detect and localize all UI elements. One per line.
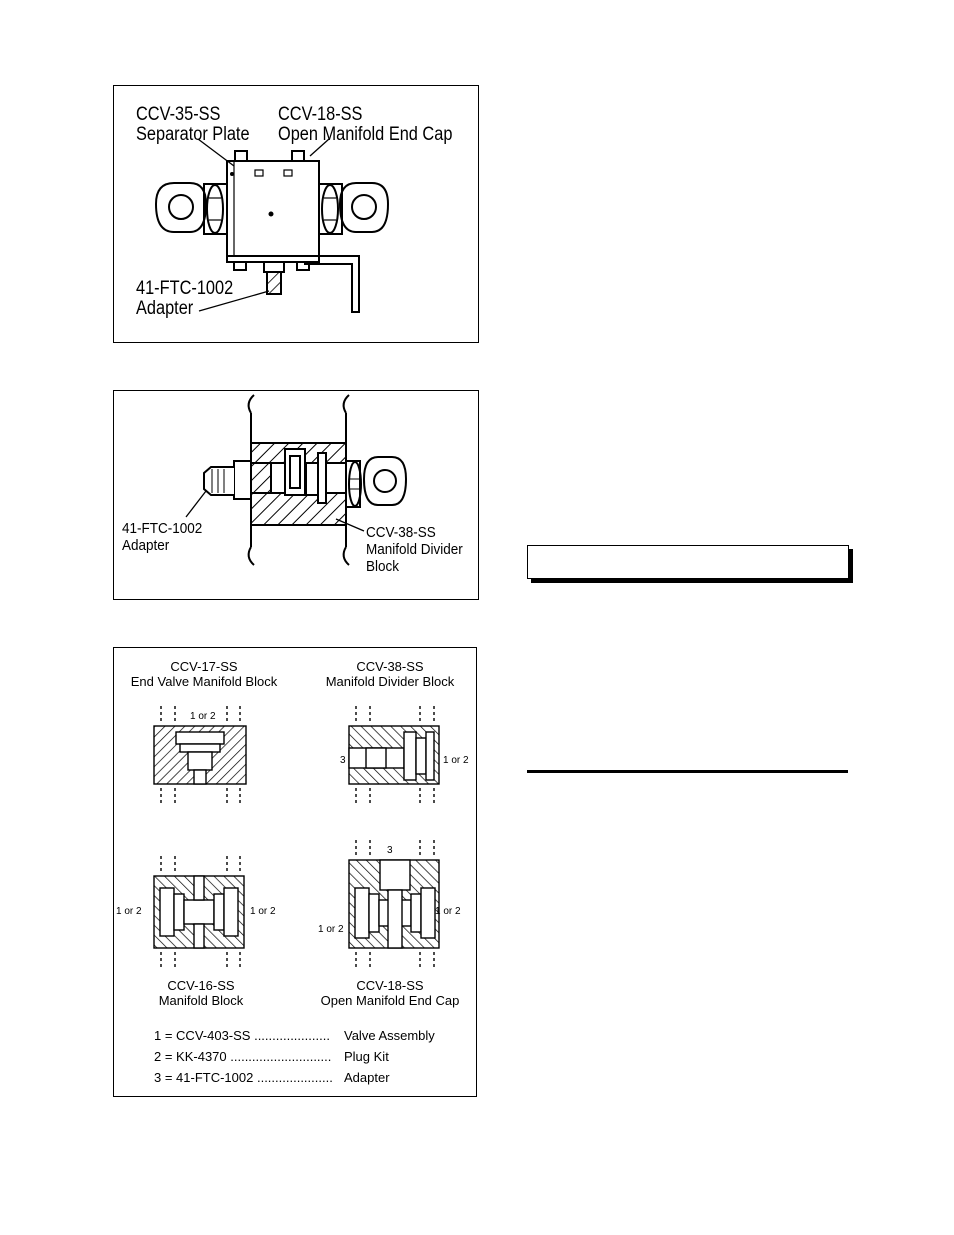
label-block: Block	[366, 558, 400, 575]
title-ccv-38-ss: CCV-38-SS	[356, 659, 424, 674]
title-ccv-18-ss: CCV-18-SS	[356, 978, 424, 993]
port-label: 1 or 2	[435, 906, 461, 917]
title-open-manifold-end-cap: Open Manifold End Cap	[320, 993, 460, 1008]
legend-value-1: Valve Assembly	[344, 1028, 435, 1043]
label-41-ftc-1002: 41-FTC-1002	[122, 520, 203, 537]
label-open-manifold-end-cap: Open Manifold End Cap	[278, 124, 453, 145]
legend-value-2: Plug Kit	[344, 1049, 389, 1064]
figure-divider-block-section	[113, 390, 479, 600]
legend-value-3: Adapter	[344, 1070, 390, 1085]
label-manifold-divider: Manifold Divider	[366, 541, 463, 558]
legend-key-3: 3 = 41-FTC-1002 .....................	[154, 1070, 333, 1085]
label-ccv-38-ss: CCV-38-SS	[366, 524, 436, 541]
divider-block-section-drawing	[114, 391, 480, 601]
port-label: 1 or 2	[250, 906, 276, 917]
legend-key-2: 2 = KK-4370 ............................	[154, 1049, 332, 1064]
figure-manifold-assembly	[113, 85, 479, 343]
port-label: 3	[340, 755, 346, 766]
title-manifold-divider-block: Manifold Divider Block	[325, 674, 455, 689]
label-41-ftc-1002: 41-FTC-1002	[136, 278, 234, 299]
legend-key-1: 1 = CCV-403-SS .....................	[154, 1028, 330, 1043]
port-label: 1 or 2	[116, 906, 142, 917]
title-ccv-16-ss: CCV-16-SS	[167, 978, 235, 993]
port-label: 1 or 2	[318, 924, 344, 935]
label-ccv-35-ss: CCV-35-SS	[136, 104, 221, 125]
title-end-valve-manifold-block: End Valve Manifold Block	[130, 674, 278, 689]
horizontal-rule	[527, 770, 848, 773]
port-label: 1 or 2	[443, 755, 469, 766]
label-ccv-18-ss: CCV-18-SS	[278, 104, 363, 125]
label-adapter: Adapter	[122, 537, 170, 554]
port-label: 1 or 2	[190, 711, 216, 722]
label-adapter: Adapter	[136, 298, 194, 319]
title-ccv-17-ss: CCV-17-SS	[170, 659, 238, 674]
figure-manifold-block-types	[113, 647, 477, 1097]
port-label: 3	[387, 845, 393, 856]
title-manifold-block: Manifold Block	[158, 993, 244, 1008]
label-separator-plate: Separator Plate	[136, 124, 250, 145]
empty-heading-box	[527, 545, 849, 579]
